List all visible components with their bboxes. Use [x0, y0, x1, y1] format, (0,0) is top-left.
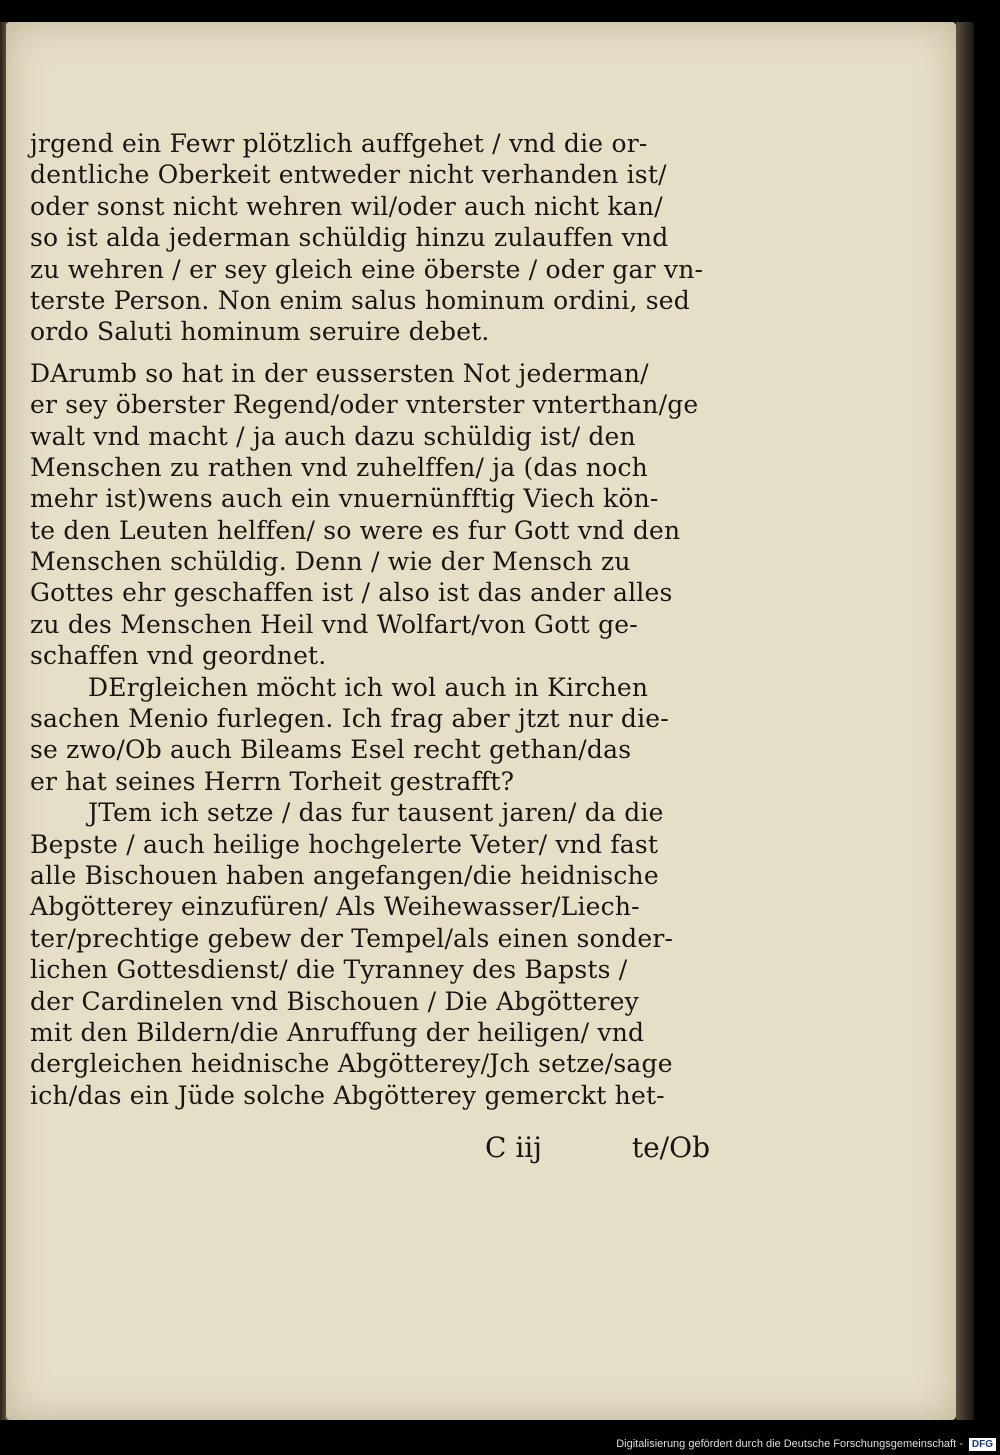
text-line: JTem ich setze / das fur tausent jaren/ da die [88, 798, 664, 828]
text-line: DErgleichen möcht ich wol auch in Kirchen [88, 672, 649, 702]
digitization-credit-text: Digitalisierung gefördert durch die Deutsche Forschungsgemeinschaft - [616, 1438, 963, 1450]
text-line: dentliche Oberkeit entweder nicht verhanden ist/ [30, 160, 667, 190]
text-line: zu des Menschen Heil vnd Wolfart/von Gott ge- [30, 609, 638, 639]
digitization-credit-bar [600, 1436, 996, 1452]
text-line: se zwo/Ob auch Bileams Esel recht gethan/das [30, 735, 632, 765]
text-line: DArumb so hat in der eussersten Not jederman/ [30, 358, 649, 388]
catchword: te/Ob [631, 1131, 710, 1164]
text-line: Bepste / auch heilige hochgelerte Veter/ vnd fast [30, 829, 659, 859]
text-line: jrgend ein Fewr plötzlich auffgehet / vnd die or- [30, 129, 648, 158]
page-footer [30, 1131, 720, 1167]
text-line: alle Bischouen haben angefangen/die heidnische [30, 860, 659, 890]
text-line: er sey öberster Regend/oder vnterster vnterthan/ge [30, 390, 699, 420]
text-line: te den Leuten helffen/ so were es fur Gott vnd den [30, 515, 681, 545]
page-fold-edge [956, 22, 974, 1420]
paragraph-gap [30, 348, 720, 358]
text-line: zu wehren / er sey gleich eine öberste / oder gar vn- [30, 254, 704, 284]
text-line: Menschen zu rathen vnd zuhelffen/ ja (das noch [30, 452, 648, 482]
text-line: Abgötterey einzufüren/ Als Weihewasser/Liech- [30, 892, 640, 922]
text-line: mit den Bildern/die Anruffung der heiligen/ vnd [30, 1017, 645, 1047]
page-text-block [30, 128, 720, 1111]
text-line: oder sonst nicht wehren wil/oder auch nicht kan/ [30, 191, 663, 221]
text-line: Menschen schüldig. Denn / wie der Mensch zu [30, 547, 631, 577]
text-line: dergleichen heidnische Abgötterey/Jch setze/sage [30, 1049, 673, 1079]
text-line: ich/das ein Jüde solche Abgötterey gemerckt het- [30, 1080, 665, 1110]
text-line: terste Person. Non enim salus hominum ordini, sed [30, 285, 690, 315]
text-line: ter/prechtige gebew der Tempel/als einen sonder- [30, 923, 674, 953]
text-line: der Cardinelen vnd Bischouen / Die Abgötterey [30, 986, 639, 1016]
dfg-logo: DFG [969, 1438, 996, 1451]
text-line: mehr ist)wens auch ein vnuernünfftig Viech kön- [30, 484, 659, 514]
text-line: ordo Saluti hominum seruire debet. [30, 317, 490, 347]
text-line: lichen Gottesdienst/ die Tyranney des Bapsts / [30, 955, 628, 985]
text-line: so ist alda jederman schüldig hinzu zulauffen vnd [30, 223, 669, 253]
signature-mark: C iij [485, 1131, 542, 1164]
text-line: schaffen vnd geordnet. [30, 641, 327, 671]
text-line: Gottes ehr geschaffen ist / also ist das ander alles [30, 578, 673, 608]
text-line: er hat seines Herrn Torheit gestrafft? [30, 766, 515, 796]
text-line: sachen Menio furlegen. Ich frag aber jtzt nur die- [30, 704, 669, 734]
text-line: walt vnd macht / ja auch dazu schüldig ist/ den [30, 421, 636, 451]
